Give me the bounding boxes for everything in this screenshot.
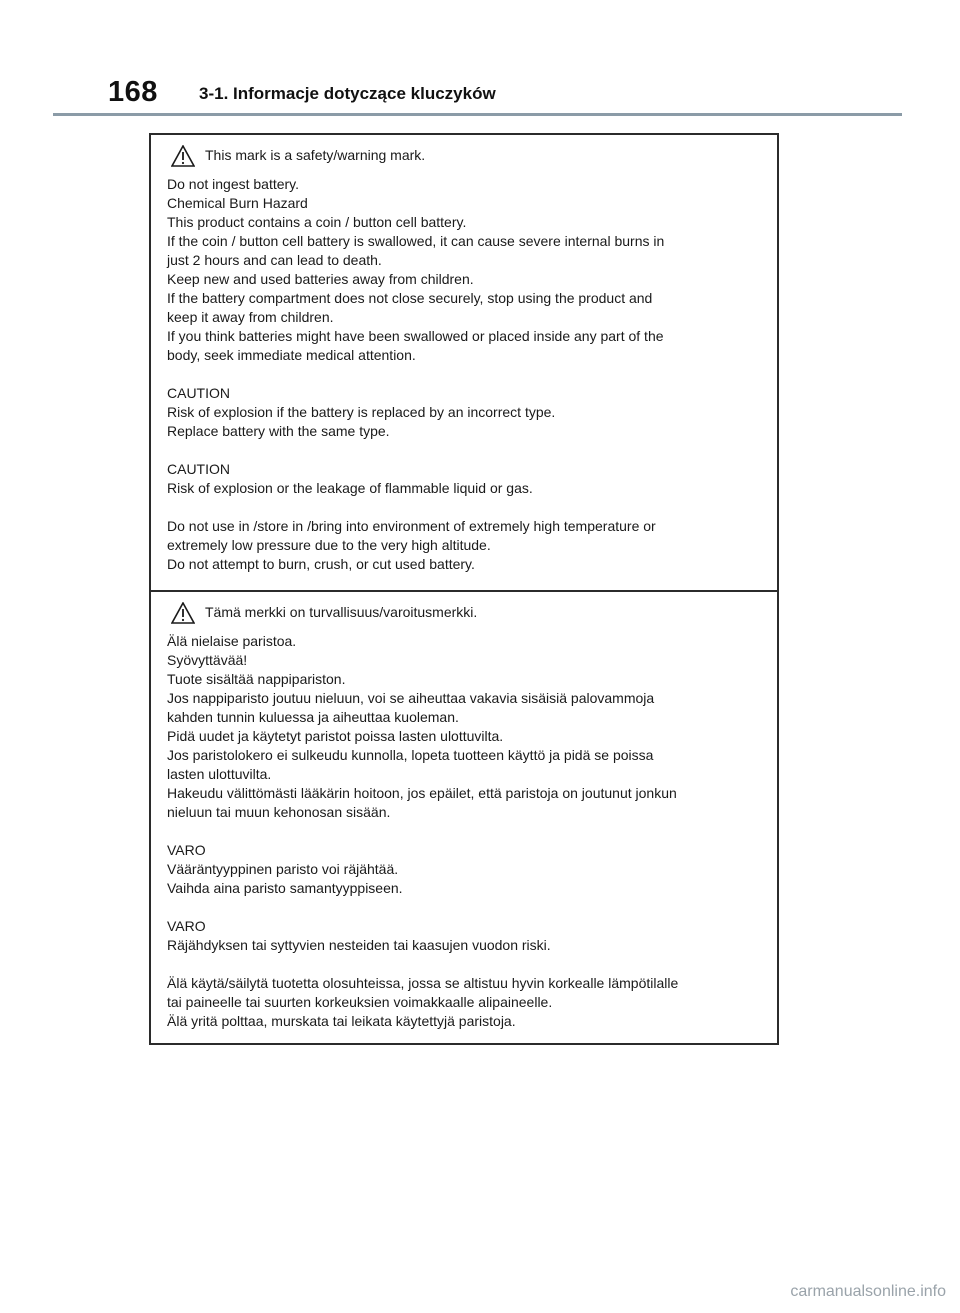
notice-line: VARO [167, 842, 206, 858]
notice-line: tai paineelle tai suurten korkeuksien voimakkaalle alipaineelle. [167, 994, 553, 1010]
paragraph-gap [167, 498, 763, 517]
notice-line: lasten ulottuvilta. [167, 766, 272, 782]
page-header [0, 0, 960, 120]
notice-line: Risk of explosion if the battery is replaced by an incorrect type. [167, 404, 556, 420]
section-title: 3-1. Informacje dotyczące kluczyków [199, 84, 496, 103]
notice-line: If the battery compartment does not close securely, stop using the product and [167, 290, 653, 306]
notice-line: Älä yritä polttaa, murskata tai leikata käytettyjä paristoja. [167, 1013, 516, 1029]
notice-line: Do not use in /store in /bring into environment of extremely high temperature or [167, 518, 656, 534]
notice-line: Syövyttävää! [167, 652, 248, 668]
notice-line: CAUTION [167, 461, 230, 477]
watermark: carmanualsonline.info [790, 1283, 946, 1300]
notice-line: If the coin / button cell battery is swallowed, it can cause severe internal burns in [167, 233, 665, 249]
notice-line: Vaihda aina paristo samantyyppiseen. [167, 880, 403, 896]
notice-paragraph [167, 384, 763, 441]
notice-line: Jos paristolokero ei sulkeudu kunnolla, lopeta tuotteen käyttö ja pidä se poissa [167, 747, 654, 763]
notice-line: Hakeudu välittömästi lääkärin hoitoon, jos epäilet, että paristoja on joutunut jonkun [167, 785, 677, 801]
notice-line: nieluun tai muun kehonosan sisään. [167, 804, 391, 820]
warning-triangle-icon [171, 602, 195, 624]
notice-paragraph [167, 175, 763, 365]
notice-line: Pidä uudet ja käytetyt paristot poissa lasten ulottuvilta. [167, 728, 504, 744]
notice-line: Tuote sisältää nappipariston. [167, 671, 346, 687]
notice-line: CAUTION [167, 385, 230, 401]
notice-line: Keep new and used batteries away from children. [167, 271, 474, 287]
notice-paragraph [167, 841, 763, 898]
notice-line: extremely low pressure due to the very high altitude. [167, 537, 491, 553]
notice-line: If you think batteries might have been swallowed or placed inside any part of the [167, 328, 664, 344]
notice-paragraph [167, 917, 763, 955]
warning-row [167, 592, 763, 632]
notice-line: Räjähdyksen tai syttyvien nesteiden tai kaasujen vuodon riski. [167, 937, 551, 953]
notice-line: Jos nappiparisto joutuu nieluun, voi se aiheuttaa vakavia sisäisiä palovammoja [167, 690, 655, 706]
notice-line: Älä käytä/säilytä tuotetta olosuhteissa, jossa se altistuu hyvin korkealle lämpötilalle [167, 975, 679, 991]
english-notice [151, 135, 777, 590]
notice-line: Do not attempt to burn, crush, or cut used battery. [167, 556, 475, 572]
paragraph-gap [167, 441, 763, 460]
notice-line: body, seek immediate medical attention. [167, 347, 416, 363]
notice-line: VARO [167, 918, 206, 934]
finnish-paragraphs [167, 632, 763, 1031]
notice-paragraph [167, 517, 763, 574]
notice-paragraph [167, 974, 763, 1031]
notice-line: Chemical Burn Hazard [167, 195, 308, 211]
battery-warning-box [149, 133, 779, 1045]
notice-line: just 2 hours and can lead to death. [167, 252, 382, 268]
warning-label: Tämä merkki on turvallisuus/varoitusmerkki. [205, 604, 478, 620]
notice-line: Älä nielaise paristoa. [167, 633, 297, 649]
notice-paragraph [167, 632, 763, 822]
page-number: 168 [108, 76, 158, 108]
paragraph-gap [167, 898, 763, 917]
paragraph-gap [167, 365, 763, 384]
notice-paragraph [167, 460, 763, 498]
finnish-notice [151, 592, 777, 1043]
header-rule [53, 113, 902, 116]
notice-line: This product contains a coin / button cell battery. [167, 214, 467, 230]
warning-triangle-icon [171, 145, 195, 167]
warning-row [167, 135, 763, 175]
notice-line: Do not ingest battery. [167, 176, 300, 192]
paragraph-gap [167, 955, 763, 974]
english-paragraphs [167, 175, 763, 574]
notice-line: Risk of explosion or the leakage of flammable liquid or gas. [167, 480, 533, 496]
notice-line: Replace battery with the same type. [167, 423, 390, 439]
notice-line: keep it away from children. [167, 309, 334, 325]
warning-label: This mark is a safety/warning mark. [205, 147, 426, 163]
notice-line: Vääräntyyppinen paristo voi räjähtää. [167, 861, 399, 877]
notice-line: kahden tunnin kuluessa ja aiheuttaa kuoleman. [167, 709, 459, 725]
paragraph-gap [167, 822, 763, 841]
